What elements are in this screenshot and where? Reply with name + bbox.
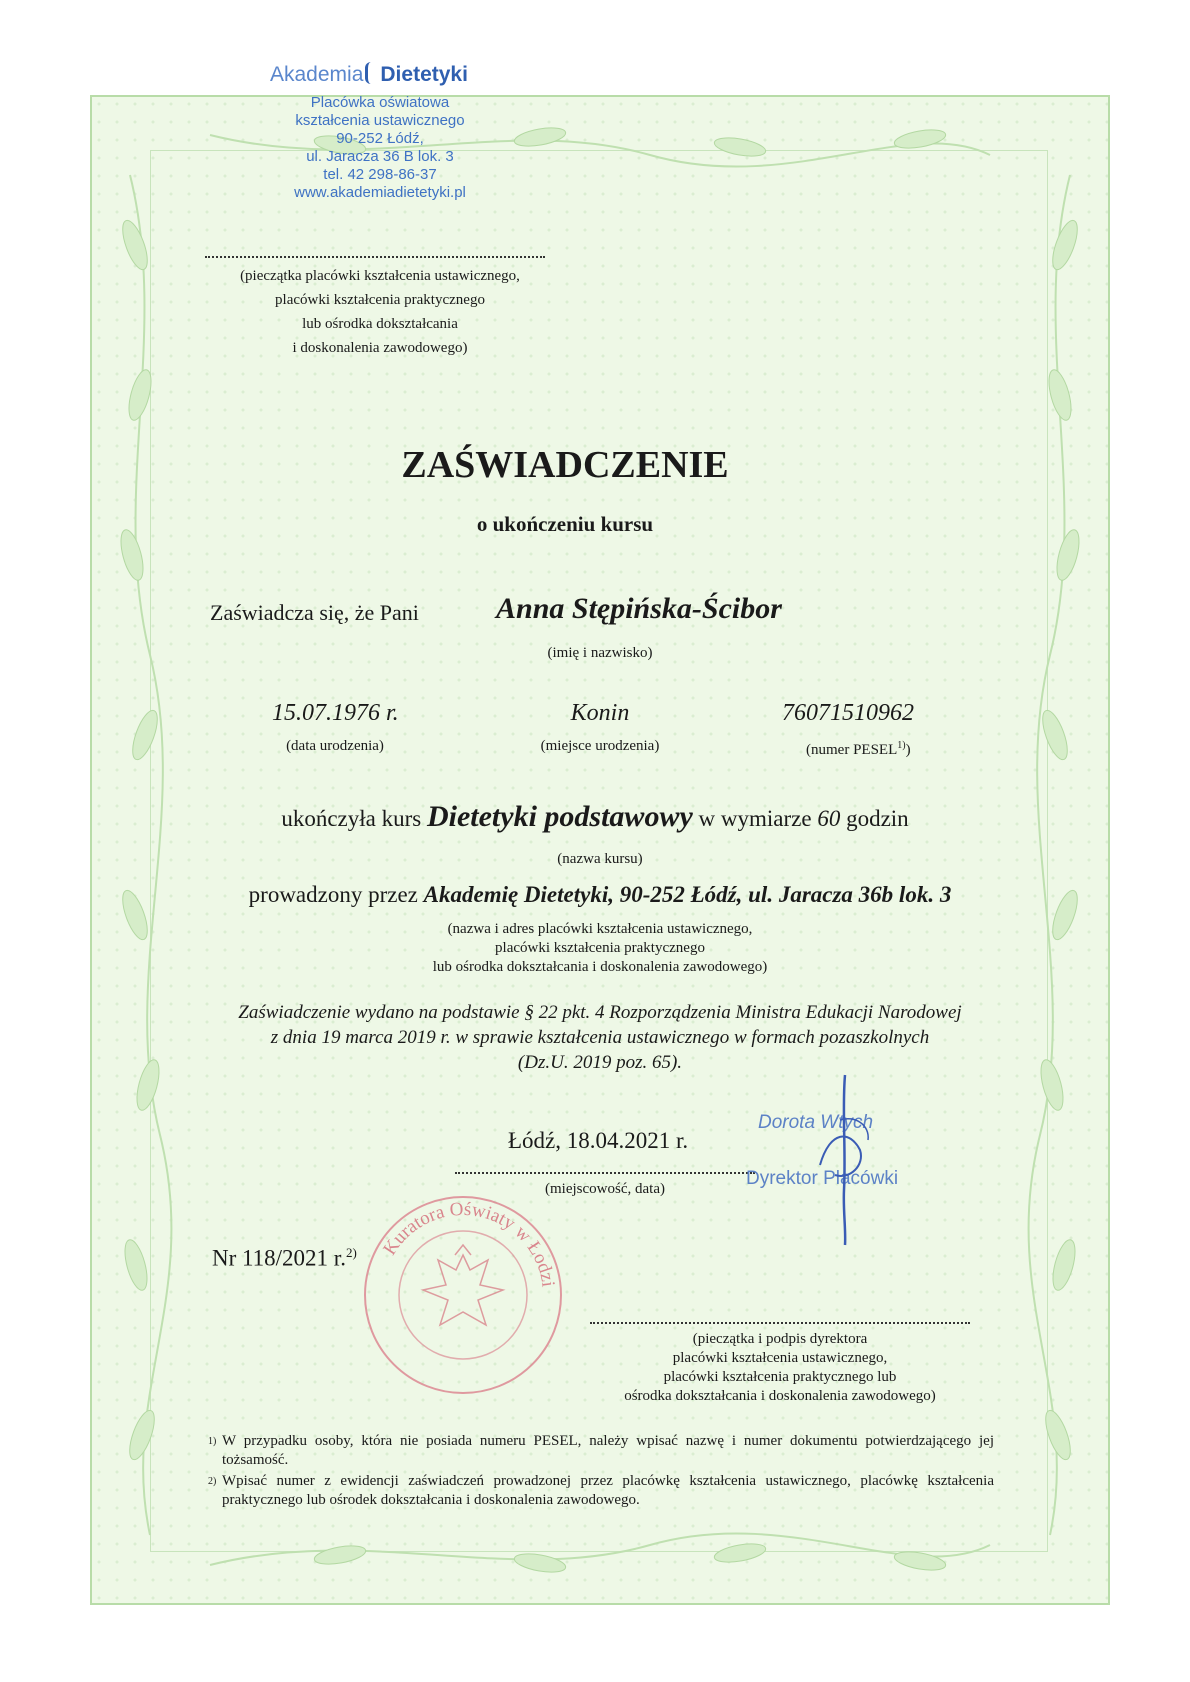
provider-caption-line: lub ośrodka dokształcania i doskonalenia zawodowego): [432, 959, 768, 975]
stamp-caption-line: (pieczątka placówki kształcenia ustawicznego,: [240, 268, 520, 284]
stamp-line-4: ul. Jaracza 36 B lok. 3: [306, 148, 454, 165]
birth-date-caption: (data urodzenia): [286, 738, 384, 754]
logo-text-right: Dietetyki: [380, 63, 468, 86]
school-address: [270, 94, 490, 202]
stamp-dotted-line: [205, 256, 545, 258]
provider-prefix: prowadzony przez: [248, 882, 418, 907]
provider-name: Akademię Dietetyki, 90-252 Łódź, ul. Jaracza 36b lok. 3: [423, 882, 952, 907]
seal-text-path: Kuratora Oświaty w Łodzi: [379, 1198, 559, 1289]
certificate-number-text: Nr 118/2021 r.: [212, 1245, 346, 1271]
logo-text-left: Akademia: [270, 63, 364, 86]
certifies-label: Zaświadcza się, że Pani: [210, 600, 419, 625]
footnote-1: [208, 1432, 994, 1470]
course-name: Dietetyki podstawowy: [426, 800, 693, 833]
signature-dotted-line: [590, 1322, 970, 1324]
director-stamp-title: Dyrektor Placówki: [746, 1168, 899, 1189]
stamp-caption-line: lub ośrodka dokształcania: [302, 316, 458, 332]
legal-basis-line: z dnia 19 marca 2019 r. w sprawie kształcenia ustawicznego w formach pozaszkolnych: [270, 1027, 930, 1048]
footnote-1-text: W przypadku osoby, która nie posiada numeru PESEL, należy wpisać nazwę i numer dokumentu potwierdzającego jej tożsamość.: [222, 1433, 994, 1468]
signature-caption-line: placówki kształcenia praktycznego lub: [663, 1369, 897, 1385]
stamp-line-3: 90-252 Łódź,: [336, 130, 424, 147]
legal-basis-line: (Dz.U. 2019 poz. 65).: [517, 1052, 683, 1073]
stamp-caption-line: placówki kształcenia praktycznego: [275, 292, 485, 308]
director-signature: [800, 1070, 890, 1250]
footnote-1-mark: 1): [208, 1436, 217, 1447]
eagle-emblem-icon: [423, 1245, 503, 1325]
birth-place-caption: (miejsce urodzenia): [540, 738, 660, 754]
stamp-caption: [210, 264, 550, 360]
pesel-caption-text: (numer PESEL: [806, 742, 898, 758]
signature-caption-line: placówki kształcenia ustawicznego,: [672, 1350, 888, 1366]
footnote-2-mark: 2): [208, 1476, 217, 1487]
school-logo: [270, 62, 510, 88]
official-seal: [358, 1190, 568, 1400]
stamp-caption-line: i doskonalenia zawodowego): [292, 340, 468, 356]
course-prefix: ukończyła kurs: [281, 806, 422, 831]
pesel-number: 76071510962: [782, 700, 914, 726]
course-line: [200, 800, 990, 834]
school-stamp: [270, 62, 510, 202]
pesel-caption-end: ): [905, 742, 911, 758]
document-subtitle: o ukończeniu kursu: [476, 512, 654, 536]
stamp-line-1: Placówka oświatowa: [310, 94, 450, 111]
provider-caption-line: (nazwa i adres placówki kształcenia ustawicznego,: [447, 921, 753, 937]
provider-line: [160, 882, 1040, 908]
name-caption: (imię i nazwisko): [547, 645, 653, 661]
footnote-2-text: Wpisać numer z ewidencji zaświadczeń prowadzonej przez placówkę kształcenia ustawicznego, placówkę kształcenia praktycznego lub ośrodek dokształcania i doskonalenia zawodowego.: [222, 1473, 994, 1508]
course-caption: (nazwa kursu): [557, 851, 643, 867]
course-suffix: godzin: [846, 806, 909, 831]
seal-text: [379, 1199, 558, 1288]
place-date-caption: (miejscowość, data): [545, 1181, 665, 1197]
course-mid: w wymiarze: [698, 806, 812, 831]
stamp-line-6: www.akademiadietetyki.pl: [294, 184, 466, 201]
pesel-caption: [806, 737, 911, 759]
place-date-dotted-line: [455, 1172, 755, 1174]
legal-basis-line: Zaświadczenie wydano na podstawie § 22 pkt. 4 Rozporządzenia Ministra Edukacji Narodowej: [238, 1002, 962, 1023]
footnote-2: [208, 1472, 994, 1510]
signature-caption-line: ośrodka dokształcania i doskonalenia zawodowego): [624, 1388, 936, 1404]
certificate-number: [212, 1245, 357, 1272]
person-name: Anna Stępińska-Ścibor: [496, 592, 782, 625]
birth-date: 15.07.1976 r.: [272, 700, 399, 726]
place-date: Łódź, 18.04.2021 r.: [508, 1128, 689, 1153]
footnotes: [208, 1432, 994, 1510]
signature-caption: [585, 1330, 975, 1406]
provider-caption-line: placówki kształcenia praktycznego: [495, 940, 705, 956]
stamp-line-2: kształcenia ustawicznego: [295, 112, 465, 129]
course-hours: 60: [817, 806, 841, 831]
legal-basis: [170, 1000, 1030, 1075]
document-title: ZAŚWIADCZENIE: [401, 444, 729, 486]
logo-figure-icon: [365, 62, 378, 84]
birth-place: Konin: [570, 700, 630, 726]
pesel-footnote-mark: 1): [897, 740, 906, 751]
provider-caption: [370, 920, 830, 977]
stamp-line-5: tel. 42 298-86-37: [323, 166, 437, 183]
number-footnote-mark: 2): [345, 1245, 357, 1260]
director-stamp-name: Dorota Wtych: [758, 1112, 874, 1133]
signature-caption-line: (pieczątka i podpis dyrektora: [692, 1331, 868, 1347]
